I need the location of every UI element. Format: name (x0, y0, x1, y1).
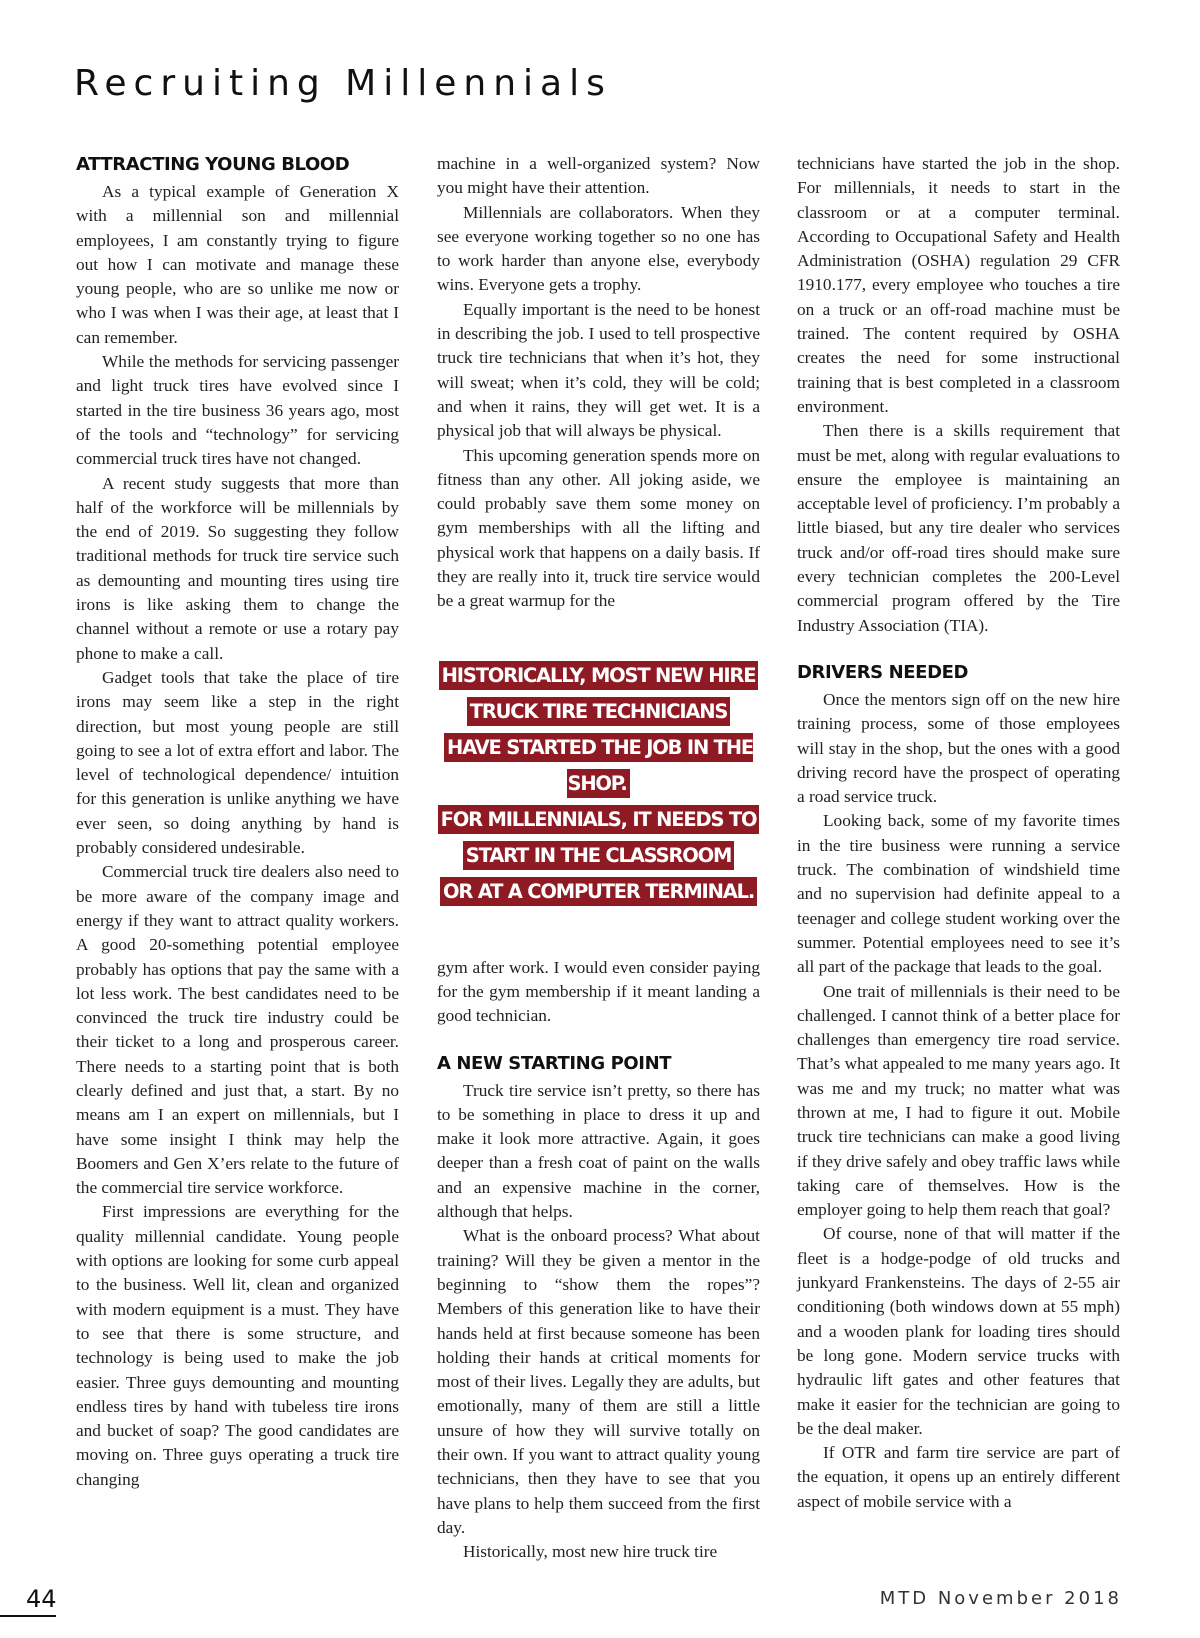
subheading-a-new-starting-point: A NEW STARTING POINT (437, 1052, 672, 1074)
paragraph: As a typical example of Generation X with a millennial son and millennial employees, I am constantly trying to figure out how I can motivate and manage these young people, who are so unlike me now or who I was when I was their age, at least that I can remember. (76, 182, 399, 347)
paragraph: If OTR and farm tire service are part of the equation, it opens up an entirely different aspect of mobile service with a (797, 1443, 1120, 1511)
article-column-2 (437, 152, 760, 1564)
pull-quote-line: START IN THE CLASSROOM (463, 841, 734, 870)
section-title: Recruiting Millennials (74, 63, 612, 104)
paragraph: Commercial truck tire dealers also need to be more aware of the company image and energy if they want to attract quality workers. A good 20-something potential employee probably has options that pay the same with a lot less work. The best candidates need to be convinced the truck tire industry could be their ticket to a long and prosperous career. There needs to a starting point that is both clearly defined and just that, a start. By no means am I an expert on millennials, but I have some insight I think may help the Boomers and Gen X’ers relate to the future of the commercial tire service workforce. (76, 862, 399, 1198)
pull-quote-line: OR AT A COMPUTER TERMINAL. (440, 877, 757, 906)
page-number: 44 (26, 1585, 57, 1613)
subheading-drivers-needed: DRIVERS NEEDED (797, 661, 969, 683)
article-column-3 (797, 152, 1120, 1514)
paragraph: Truck tire service isn’t pretty, so there has to be something in place to dress it up and make it look more attractive. Again, it goes deeper than a fresh coat of paint on the walls and an expensive machine in the corner, although that helps. (437, 1080, 760, 1222)
pull-quote-line: HISTORICALLY, MOST NEW HIRE (439, 661, 759, 690)
page-number-rule (0, 1615, 56, 1617)
paragraph: One trait of millennials is their need to be challenged. I cannot think of a better place for challenges than emergency tire road service. That’s what appealed to me many years ago. It was me and my truck; no matter what was thrown at me, I had to figure it out. Mobile truck tire technicians can make a good living if they drive safely and obey traffic laws while taking care of themselves. How is the employer going to help them reach that goal? (797, 981, 1120, 1220)
paragraph: Millennials are collaborators. When they see everyone working together so no one has to work harder than anyone else, everybody wins. Everyone gets a trophy. (437, 202, 760, 295)
paragraph: Equally important is the need to be honest in describing the job. I used to tell prospective truck tire technicians that when it’s hot, they will sweat; when it’s cold, they will be cold; and when it rains, they will get wet. It is a physical job that will always be physical. (437, 299, 760, 441)
paragraph: What is the onboard process? What about training? Will they be given a mentor in the beginning to “show them the ropes”? Members of this generation like to have their hands held at first because someone has been holding their hands at critical moments for most of their lives. Legally they are adults, but emotionally, many of them are still a little unsure of how they will survive totally on their own. If you want to attract quality young technicians, then they have to see that you have plans to help them succeed from the first day. (437, 1226, 760, 1537)
article-column-1 (76, 152, 399, 1492)
paragraph: Historically, most new hire truck tire (463, 1542, 718, 1562)
paragraph-continued: gym after work. I would even consider paying for the gym membership if it meant landing a good technician. (437, 957, 760, 1026)
paragraph: Of course, none of that will matter if the fleet is a hodge-podge of old trucks and junkyard Frankensteins. The days of 2-55 air conditioning (both windows down at 55 mph) and a wooden plank for loading tires should be long gone. Modern service trucks with hydraulic lift gates and other features that make it easier for the technician are going to be the deal maker. (797, 1224, 1120, 1438)
paragraph: First impressions are everything for the quality millennial candidate. Young people with options are looking for some curb appeal to the business. Well lit, clean and organized with modern equipment is a must. They have to see that there is some structure, and technology is being used to make the job easier. Three guys demounting and mounting endless tires by hand with tubeless tire irons and bucket of soap? The good candidates are moving on. Three guys operating a truck tire changing (76, 1202, 399, 1489)
subheading-attracting-young-blood: ATTRACTING YOUNG BLOOD (76, 154, 350, 175)
publication-footer: MTD November 2018 (879, 1588, 1122, 1609)
paragraph-continued: machine in a well-organized system? Now you might have their attention. (437, 154, 760, 198)
paragraph: A recent study suggests that more than half of the workforce will be millennials by the end of 2019. So suggesting they follow traditional methods for truck tire service such as demounting and mounting tires using tire irons is like asking them to change the channel without a remote or use a rotary pay phone to make a call. (76, 473, 399, 663)
pull-quote (437, 658, 760, 910)
pull-quote-line: HAVE STARTED THE JOB IN THE SHOP. (444, 733, 753, 798)
paragraph: Then there is a skills requirement that must be met, along with regular evaluations to ensure the employee is maintaining an acceptable level of proficiency. I’m probably a little biased, but any tire dealer who services truck and/or off-road tires should make sure every technician completes the 200-Level commercial program offered by the Tire Industry Association (TIA). (797, 421, 1120, 635)
pull-quote-line: FOR MILLENNIALS, IT NEEDS TO (438, 805, 760, 834)
paragraph: Looking back, some of my favorite times in the tire business were running a service truck. The combination of windshield time and no supervision had definite appeal to a teenager and college student working over the summer. Potential employees need to see it’s all part of the package that leads to the goal. (797, 811, 1120, 977)
pull-quote-line: TRUCK TIRE TECHNICIANS (467, 697, 731, 726)
paragraph: Gadget tools that take the place of tire irons may seem like a step in the right direction, but most young people are still going to see a lot of extra effort and labor. The level of technological dependence/ intuition for this generation is unlike anything we have ever seen, so doing anything by hand is probably considered undesirable. (76, 667, 399, 858)
paragraph: While the methods for servicing passenger and light truck tires have evolved since I started in the tire business 36 years ago, most of the tools and “technology” for servicing commercial truck tires have not changed. (76, 352, 399, 469)
paragraph-continued: technicians have started the job in the shop. For millennials, it needs to start in the classroom or at a computer terminal. According to Occupational Safety and Health Administration (OSHA) regulation 29 CFR 1910.177, every employee who touches a tire on a truck or an off-road machine must be trained. The content required by OSHA creates the need for some instructional training that is best completed in a classroom environment. (797, 154, 1120, 416)
paragraph: Once the mentors sign off on the new hire training process, some of those employees will stay in the shop, but the ones with a good driving record have the prospect of operating a road service truck. (797, 689, 1120, 807)
paragraph: This upcoming generation spends more on fitness than any other. All joking aside, we could probably save them some money on gym memberships with all the lifting and physical work that happens on a daily basis. If they are really into it, truck tire service would be a great warmup for the (437, 445, 760, 611)
